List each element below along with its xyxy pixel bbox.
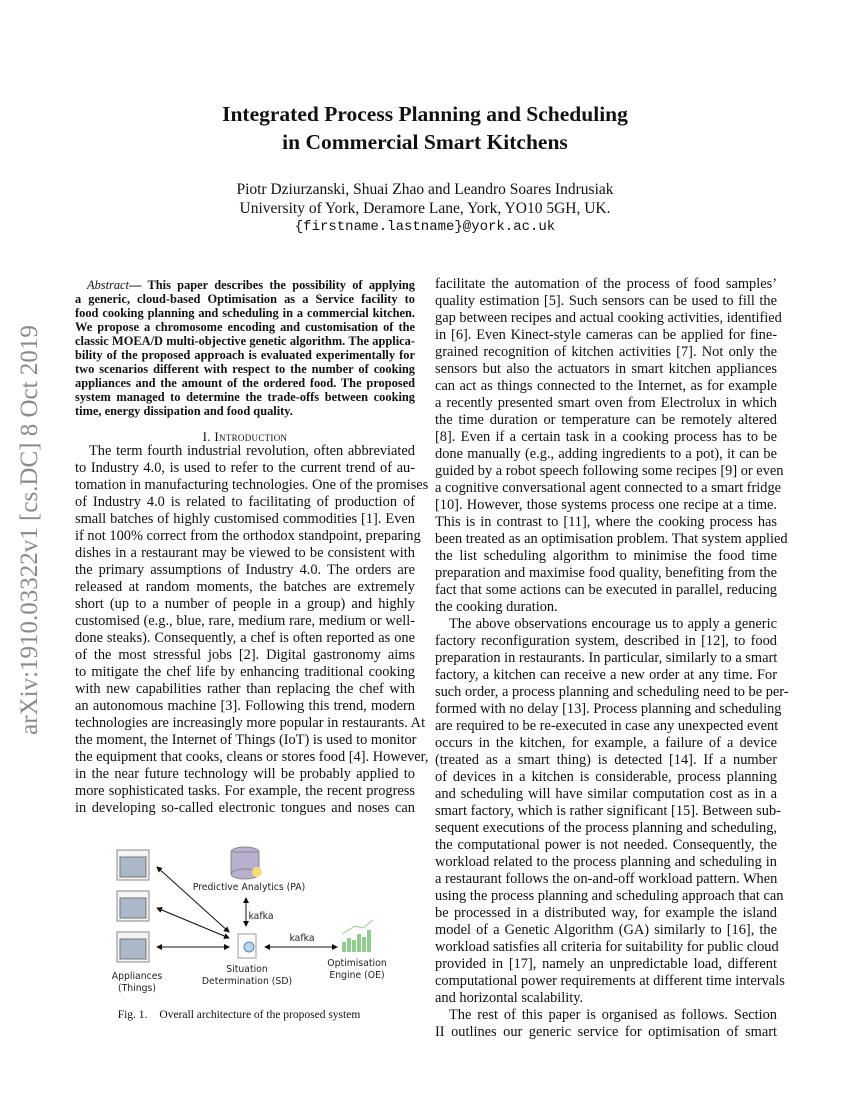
text-line: technologies are increasingly more popular in restaurants. At: [75, 715, 426, 731]
text-line: a cognitive conversational agent connected to a smart fridge: [435, 480, 782, 496]
abstract-line: Abstract— This paper describes the possibility of applying: [87, 278, 415, 292]
oe-label: Engine (OE): [329, 970, 385, 981]
text-line: tomation in manufacturing technologies. One of the promises: [75, 477, 429, 493]
abstract-line: We propose a chromosome encoding and customisation of the: [75, 320, 415, 334]
paper-title: [0, 100, 850, 156]
figure-caption: [75, 1007, 415, 1023]
text-line: and horizontal scalability.: [435, 990, 584, 1006]
text-line: [10]. However, those systems process one recipe at a time.: [435, 497, 777, 513]
text-line: The term fourth industrial revolution, often abbreviated: [89, 443, 415, 459]
text-line: more sophisticated tasks. For example, the recent progress: [75, 783, 415, 799]
text-line: a recently presented smart oven from Electrolux in which: [435, 395, 777, 411]
text-line: workload satisfies all criteria for suitability for public cloud: [435, 939, 779, 955]
text-line: and scheduling will have similar computation cost as in a: [435, 786, 777, 802]
database-icon: [231, 847, 262, 879]
text-line: of devices in a kitchen is considerable, process planning: [435, 769, 777, 785]
title-line: in Commercial Smart Kitchens: [282, 130, 568, 154]
text-line: sensors but also the actuators in smart kitchen appliances: [435, 361, 777, 377]
abstract-line: a generic, cloud-based Optimisation as a Service facility to: [75, 292, 415, 306]
sd-label: Determination (SD): [201, 976, 293, 987]
left-column-body: [75, 443, 429, 817]
abstract: [75, 278, 415, 418]
affiliation: University of York, Deramore Lane, York, YO10 5GH, UK.: [239, 200, 611, 217]
text-line: workload related to the process planning and scheduling in: [435, 854, 777, 870]
text-line: in the near future technology will be probably applied to: [75, 766, 415, 782]
abstract-label: Abstract: [87, 278, 129, 292]
abstract-line: appliances and the amount of the ordered food. The proposed: [75, 376, 415, 390]
text-line: released at random moments, the batches are extremely: [75, 579, 415, 595]
abstract-line: two scenarios different with respect to the number of cooking: [75, 362, 415, 376]
abstract-line: system managed to determine the trade-offs between cooking: [75, 390, 415, 404]
text-line: This is in contrast to [11], where the cooking process has: [435, 514, 777, 530]
text-line: in [6]. Even Kinect-style cameras can be applied for fine-: [435, 327, 777, 343]
appliance-icon: [117, 850, 149, 962]
text-line: occurs in the kitchen, for example, a failure of a device: [435, 735, 777, 751]
abstract-line: food cooking planning and scheduling in a commercial kitchen.: [75, 306, 415, 320]
text-line: factory reconfiguration system, described in [12], to food: [435, 633, 777, 649]
right-column-body: [435, 276, 789, 1041]
text-line: preparation and maximise food quality, benefiting from the: [435, 565, 777, 581]
text-line: smart factory, which is rather significant [15]. Between sub-: [435, 803, 781, 819]
text-line: fact that some actions can be executed in parallel, reducing: [435, 582, 777, 598]
kafka-label: kafka: [248, 911, 274, 922]
text-line: formed with no delay [13]. Process planning and scheduling: [435, 701, 782, 717]
text-line: the time duration or temperature can be remotely altered: [435, 412, 777, 428]
text-line: guided by a robot speech following some recipes [9] or even: [435, 463, 784, 479]
kafka-label: kafka: [289, 933, 315, 944]
text-line: such order, a process planning and scheduling need to be per-: [435, 684, 789, 700]
text-line: the moment, the Internet of Things (IoT) is used to monitor: [75, 732, 417, 748]
text-line: done steaks). Consequently, a chef is often reported as one: [75, 630, 415, 646]
text-line: the computational power is not needed. Consequently, the: [435, 837, 777, 853]
text-line: are required to be re-executed in case any unexpected event: [435, 718, 779, 734]
text-line: facilitate the automation of the process of food samples’: [435, 276, 777, 292]
oe-label: Optimisation: [327, 958, 387, 969]
text-line: to Industry 4.0, is used to refer to the current trend of au-: [75, 460, 415, 476]
text-line: of the most stressful jobs [2]. Digital gastronomy aims: [75, 647, 415, 663]
text-line: customised (e.g., blue, rare, medium rare, medium or well-: [75, 613, 415, 629]
text-line: provided in [17], namely an unpredictable load, different: [435, 956, 777, 972]
text-line: The rest of this paper is organised as follows. Section: [449, 1007, 777, 1023]
abstract-line: time, energy dissipation and food quality.: [75, 404, 293, 418]
text-line: the primary assumptions of Industry 4.0. The orders are: [75, 562, 415, 578]
author-names: Piotr Dziurzanski, Shuai Zhao and Leandro Soares Indrusiak: [236, 181, 614, 198]
text-line: to mitigate the chef life by enhancing traditional cooking: [75, 664, 415, 680]
text-line: gap between recipes and actual cooking activities, identified: [435, 310, 782, 326]
caption-text: Overall architecture of the proposed system: [159, 1009, 361, 1021]
sd-label: Situation: [226, 964, 268, 975]
text-line: quality estimation [5]. Such sensors can be used to fill the: [435, 293, 777, 309]
document-search-icon: [238, 934, 256, 958]
text-line: (treated as a smart thing) is detected [14]. If a number: [435, 752, 777, 768]
text-line: in developing so-called electronic tongues and noses can: [75, 800, 415, 816]
text-line: grained recognition of kitchen activities [7]. Not only the: [435, 344, 777, 360]
text-line: preparation in restaurants. In particular, similarly to a smart: [435, 650, 778, 666]
text-line: small batches of highly customised commodities [1]. Even: [75, 511, 415, 527]
text-line: model of a Genetic Algorithm (GA) similarly to [16], the: [435, 922, 777, 938]
text-line: [8]. Even if a certain task in a cooking process has to be: [435, 429, 777, 445]
section-heading: I. Introduction: [202, 429, 288, 444]
text-line: of Industry 4.0 is related to facilitating of production of: [75, 494, 415, 510]
text-line: short (up to a number of people in a group) and highly: [75, 596, 415, 612]
text-line: done manually (e.g., adding ingredients to a pot), it can be: [435, 446, 777, 462]
text-line: factory, a kitchen can receive a new order at any time. For: [435, 667, 777, 683]
chart-growth-icon: [342, 920, 373, 952]
text-line: dishes in a restaurant may be viewed to be consistent with: [75, 545, 415, 561]
text-line: the cooking duration.: [435, 599, 558, 615]
text-line: using the process planning and scheduling approach that can: [435, 888, 784, 904]
text-line: with new capabilities rather than replacing the chef with: [75, 681, 415, 697]
title-line: Integrated Process Planning and Scheduling: [222, 102, 628, 126]
author-block: [0, 180, 850, 237]
abstract-line: bility of the proposed approach is evaluated experimentally for: [75, 348, 415, 362]
email: {firstname.lastname}@york.ac.uk: [294, 219, 556, 235]
arxiv-identifier: arXiv:1910.03322v1 [cs.DC] 8 Oct 2019: [16, 325, 43, 735]
text-line: computational power requirements at different time intervals: [435, 973, 785, 989]
text-line: II outlines our generic service for optimisation of smart: [435, 1024, 777, 1040]
text-line: be processed in a distributed way, for example the island: [435, 905, 777, 921]
text-line: an autonomous machine [3]. Following this trend, modern: [75, 698, 415, 714]
text-line: sequent executions of the process planning and scheduling,: [435, 820, 777, 836]
pa-label: Predictive Analytics (PA): [192, 882, 306, 893]
text-line: can act as things connected to the Internet, as for example: [435, 378, 777, 394]
text-line: been treated as an optimisation problem. That system applied: [435, 531, 788, 547]
text-line: if not 100% correct from the orthodox standpoint, preparing: [75, 528, 421, 544]
text-line: The above observations encourage us to apply a generic: [449, 616, 777, 632]
text-line: the list scheduling algorithm to minimise the food time: [435, 548, 777, 564]
appliances-label: (Things): [117, 983, 157, 994]
abstract-line: classic MOEA/D multi-objective genetic algorithm. The applica-: [75, 334, 415, 348]
appliances-label: Appliances: [111, 971, 163, 982]
text-line: the equipment that cooks, cleans or stores food [4]. However,: [75, 749, 429, 765]
text-line: a restaurant follows the on-and-off workload pattern. When: [435, 871, 778, 887]
architecture-figure: [105, 838, 405, 998]
figure-number: Fig. 1.: [117, 1009, 148, 1021]
